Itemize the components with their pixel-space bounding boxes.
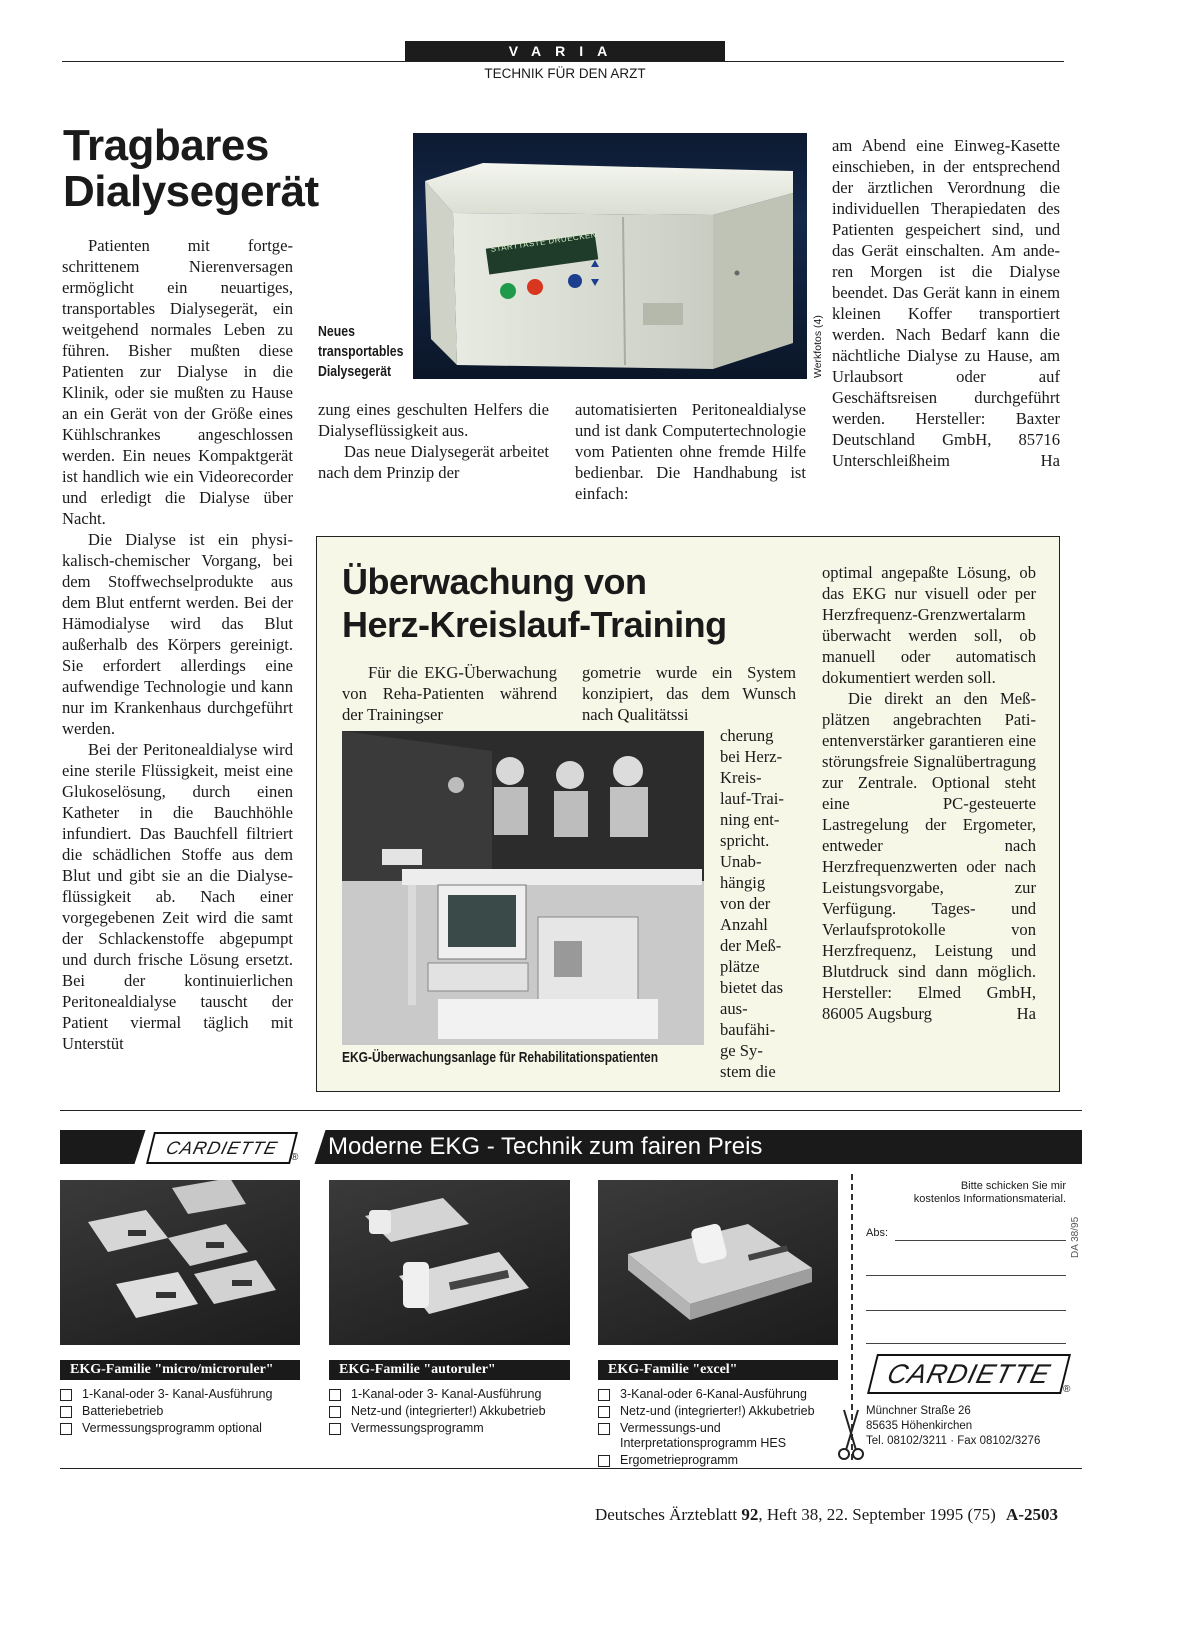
product-photo-micro bbox=[60, 1180, 300, 1345]
feature-row bbox=[60, 1387, 310, 1402]
coupon-sender-field[interactable] bbox=[895, 1240, 1066, 1241]
address-city: 85635 Höhenkirchen bbox=[866, 1420, 973, 1432]
feature-row bbox=[598, 1387, 838, 1402]
ad-slogan: Moderne EKG - Technik zum fairen Preis bbox=[328, 1133, 763, 1160]
coupon-sender-label: Abs: bbox=[866, 1227, 889, 1239]
feature-checkbox[interactable] bbox=[598, 1455, 610, 1467]
coupon-brand-logo-text: CARDIETTE bbox=[884, 1359, 1054, 1389]
article1-col3 bbox=[575, 399, 806, 504]
article2-narrow-line: bietet das bbox=[720, 978, 784, 997]
address-phone: Tel. 08102/3211 · Fax 08102/3276 bbox=[866, 1435, 1041, 1447]
caption-line: transportables bbox=[318, 343, 404, 360]
feature-label: Vermessungsprogramm bbox=[351, 1421, 484, 1435]
photo-credit: Werkfotos (4) bbox=[812, 315, 824, 378]
feature-label: Batteriebetrieb bbox=[82, 1404, 164, 1418]
article2-narrow-line: stem die bbox=[720, 1062, 776, 1081]
caption-line: Neues bbox=[318, 323, 355, 340]
feature-row bbox=[329, 1387, 579, 1402]
product-features-autoruler bbox=[329, 1387, 579, 1438]
article2-colC bbox=[822, 562, 1036, 1024]
article2-narrow-line: spricht. bbox=[720, 831, 770, 850]
article1-col1 bbox=[62, 235, 293, 1054]
footer-journal: Deutsches Ärzteblatt bbox=[594, 1505, 738, 1524]
article1-paragraph bbox=[832, 135, 1060, 471]
feature-row bbox=[598, 1453, 838, 1468]
article2-narrow-line: cherung bbox=[720, 726, 774, 745]
coupon-address-field-2[interactable] bbox=[866, 1310, 1066, 1311]
coupon-address-field-1[interactable] bbox=[866, 1275, 1066, 1276]
article1-paragraph: Patienten mit fortgeschrittenem Nierenversagen ermöglicht ein neuartiges, transportables Dialysegerät, ein weitgehend normales Leben zu führen. Bisher mußten diese Patienten zur Dialyse in die Klinik, oder sie mußten zu Hause an ein Gerät von der Größe eines Kühlschrankes angeschlossen werden. Ein neues Kompaktgerät ist handlich wie ein Videorecorder und erledigt die Dialyse über Nacht. bbox=[62, 236, 293, 528]
feature-label: 1-Kanal-oder 3- Kanal-Ausführung bbox=[82, 1387, 273, 1401]
article2-paragraph: optimal angepaßte Lösung, ob das EKG nur visuell oder per Herzfrequenz-Grenzwertalarm überwacht werden soll, ob manuell oder automatisch dokumentiert werden soll. bbox=[822, 563, 1036, 687]
feature-checkbox[interactable] bbox=[598, 1406, 610, 1418]
ekg-photo-caption: EKG-Überwachungsanlage für Rehabilitationspatienten bbox=[342, 1049, 659, 1066]
product-autoruler-illustration bbox=[329, 1180, 570, 1345]
ekg-training-photo bbox=[342, 731, 704, 1045]
coupon-request-line2: kostenlos Informationsmaterial. bbox=[913, 1193, 1066, 1205]
article2-narrow-line: Kreis- bbox=[720, 768, 762, 787]
article2-narrow-line: ning ent- bbox=[720, 810, 780, 829]
brand-registered-mark: ® bbox=[291, 1152, 299, 1163]
article2-colC-text: Die direkt an den Meßplätzen angebrachten Patientenverstärker garantieren eine störungsfreie Signalübertragung zur Zentrale. Optional steht eine PC-gesteuerte Lastregelung der Ergometer, entweder nach Herzfrequenzwerten oder nach Leistungsvorgabe, zur Verfügung. Tages- und Verlaufsprotokolle von Herzfrequenz, Leistung und Blutdruck sind dann möglich. Hersteller: Elmed GmbH, 86005 Augsburg bbox=[822, 689, 1036, 1023]
article2-narrow-line: der Meß- bbox=[720, 936, 782, 955]
article1-col4-text: am Abend eine Einweg-Kasette einschieben, in der entsprechend der ärztlichen Verordnung die individuellen Therapiedaten des Patienten gespeichert sind, und das Gerät einschalten. Am anderen Morgen ist die Dialyse beendet. Das Gerät kann in einem kleinen Koffer transportiert werden. Nach Bedarf kann die nächtliche Dialyse zu Hause, am Urlaubsort oder auf Geschäftsreisen durchgeführt werden. Hersteller: Baxter Deutschland GmbH, 85716 Unterschleißheim bbox=[832, 136, 1060, 470]
brand-logo bbox=[146, 1132, 298, 1164]
article2-narrow-line: baufähi- bbox=[720, 1020, 776, 1039]
article2-narrow-line: lauf-Trai- bbox=[720, 789, 784, 808]
device-display-text: STARTTASTE DRUECKEN bbox=[490, 230, 598, 254]
article2-paragraph bbox=[822, 688, 1036, 1024]
footer-issue: , Heft 38, 22. September 1995 (75) bbox=[758, 1505, 996, 1524]
ad-top-rule bbox=[60, 1110, 1082, 1111]
article1-paragraph: Bei der Peritonealdialyse wird eine sterile Flüssigkeit, meist eine Glukoselösung, durch einen Katheter in die Bauchhöhle infundiert. Das Bauchfell filtriert die schädlichen Stoffe aus dem Blut und gibt sie an die Dialyseflüssigkeit ab. Nach einer vorgegebenen Zeit wird die samt der Schlackenstoffe abgepumpt und durch frische Lösung ersetzt. Bei der kontinuierlichen Peritonealdialyse tauscht der Patient viermal täglich mit Unterstüt bbox=[62, 740, 293, 1053]
feature-row bbox=[60, 1421, 310, 1436]
feature-label: Vermessungsprogramm optional bbox=[82, 1421, 262, 1435]
product-micro-illustration bbox=[60, 1180, 300, 1345]
article2-signature: Ha bbox=[1016, 1004, 1036, 1023]
product-name-bar-autoruler: EKG-Familie "autoruler" bbox=[329, 1360, 570, 1380]
footer-page: A-2503 bbox=[1006, 1505, 1058, 1524]
article2-colB-top bbox=[582, 662, 796, 725]
article2-paragraph: Für die EKG-Überwachung von Reha-Patienten während der Trainingser bbox=[342, 663, 557, 724]
article2-title bbox=[342, 560, 727, 646]
feature-label: Netz-und (integrierter!) Akkubetrieb bbox=[351, 1404, 546, 1418]
article1-paragraph: Die Dialyse ist ein physikalisch-chemischer Vorgang, bei dem Stoffwechselprodukte aus dem Blut entfernt werden. Bei der Hämodialyse wird das Blut außerhalb des Körpers gereinigt. Sie erfordert allerdings eine aufwendige Technologie und kann nur im Krankenhaus durchgeführt werden. bbox=[62, 530, 293, 738]
article2-narrow-line: plätze bbox=[720, 957, 760, 976]
article2-narrow-line: Anzahl bbox=[720, 915, 768, 934]
feature-checkbox[interactable] bbox=[598, 1423, 610, 1435]
subsection-label: TECHNIK FÜR DEN ARZT bbox=[484, 66, 646, 81]
product-name-bar-micro: EKG-Familie "micro/microruler" bbox=[60, 1360, 300, 1380]
coupon-address-field-3[interactable] bbox=[866, 1343, 1066, 1344]
feature-row bbox=[598, 1421, 838, 1451]
ad-bottom-rule bbox=[60, 1468, 1082, 1469]
article2-narrow-line: Unab- bbox=[720, 852, 762, 871]
article1-signature: Ha bbox=[1040, 451, 1060, 470]
article2-paragraph: gometrie wurde ein System konzipiert, das dem Wunsch nach Qualitätssi bbox=[582, 663, 796, 724]
product-excel-illustration bbox=[598, 1180, 838, 1345]
address-street: Münchner Straße 26 bbox=[866, 1405, 971, 1417]
coupon-brand-logo bbox=[867, 1354, 1071, 1394]
article2-colA bbox=[342, 662, 557, 725]
coupon-request-text bbox=[866, 1180, 1066, 1206]
feature-label: Vermessungs-und Interpretationsprogramm HES bbox=[620, 1421, 787, 1450]
product-photo-excel bbox=[598, 1180, 838, 1345]
article1-paragraph: automatisierten Peritonealdialyse und ist dank Computertechnologie vom Patienten ohne fremde Hilfe bedienbar. Die Handhabung ist einfach: bbox=[575, 400, 806, 503]
feature-row bbox=[329, 1404, 579, 1419]
feature-row bbox=[329, 1421, 579, 1436]
article1-paragraph: Das neue Dialysegerät arbeitet nach dem Prinzip der bbox=[318, 442, 549, 482]
header-rule bbox=[62, 61, 1064, 62]
dialysis-device-illustration bbox=[413, 133, 807, 379]
article1-title-line1: Tragbares bbox=[63, 121, 269, 170]
article2-narrow-line: von der bbox=[720, 894, 771, 913]
coupon-request-line1: Bitte schicken Sie mir bbox=[960, 1180, 1066, 1192]
product-features-excel bbox=[598, 1387, 838, 1470]
scissors-icon bbox=[836, 1406, 866, 1462]
article2-narrow-line: hängig bbox=[720, 873, 766, 892]
coupon-code: DA 38/95 bbox=[1070, 1216, 1081, 1258]
article1-paragraph: zung eines geschulten Helfers die Dialyseflüssigkeit aus. bbox=[318, 400, 549, 440]
feature-checkbox[interactable] bbox=[60, 1389, 72, 1401]
feature-checkbox[interactable] bbox=[598, 1389, 610, 1401]
feature-label: 1-Kanal-oder 3- Kanal-Ausführung bbox=[351, 1387, 542, 1401]
feature-checkbox[interactable] bbox=[329, 1406, 341, 1418]
feature-checkbox[interactable] bbox=[329, 1423, 341, 1435]
article2-title-line1: Überwachung von bbox=[342, 561, 647, 602]
coupon-address bbox=[866, 1404, 1040, 1449]
product-photo-autoruler bbox=[329, 1180, 570, 1345]
article1-title-line2: Dialysegerät bbox=[63, 167, 319, 216]
brand-logo-text: CARDIETTE bbox=[163, 1138, 280, 1158]
section-tag: VARIA bbox=[405, 41, 725, 61]
coupon-registered-mark: ® bbox=[1063, 1384, 1071, 1395]
article1-col4 bbox=[832, 135, 1060, 471]
article2-narrow-line: ge Sy- bbox=[720, 1041, 763, 1060]
product-features-micro bbox=[60, 1387, 310, 1438]
article2-narrow-line: bei Herz- bbox=[720, 747, 783, 766]
article2-narrow-line: aus- bbox=[720, 999, 748, 1018]
caption-line: Dialysegerät bbox=[318, 363, 392, 380]
feature-checkbox[interactable] bbox=[329, 1389, 341, 1401]
article2-colB-narrow bbox=[720, 725, 796, 1082]
dialysis-photo-caption bbox=[318, 322, 408, 382]
feature-label: Netz-und (integrierter!) Akkubetrieb bbox=[620, 1404, 815, 1418]
article1-col2 bbox=[318, 399, 549, 483]
feature-checkbox[interactable] bbox=[60, 1406, 72, 1418]
article2-title-line2: Herz-Kreislauf-Training bbox=[342, 604, 727, 645]
feature-row bbox=[598, 1404, 838, 1419]
feature-label: Ergometrieprogramm bbox=[620, 1453, 739, 1467]
page-footer bbox=[520, 1505, 1058, 1525]
footer-volume: 92 bbox=[741, 1505, 759, 1524]
dialysis-device-photo bbox=[413, 133, 807, 379]
article1-title bbox=[63, 123, 319, 215]
ekg-training-illustration bbox=[342, 731, 704, 1045]
feature-row bbox=[60, 1404, 310, 1419]
product-name-bar-excel: EKG-Familie "excel" bbox=[598, 1360, 838, 1380]
ekg-photo-caption-wrap bbox=[342, 1048, 722, 1068]
feature-checkbox[interactable] bbox=[60, 1423, 72, 1435]
feature-label: 3-Kanal-oder 6-Kanal-Ausführung bbox=[620, 1387, 807, 1401]
